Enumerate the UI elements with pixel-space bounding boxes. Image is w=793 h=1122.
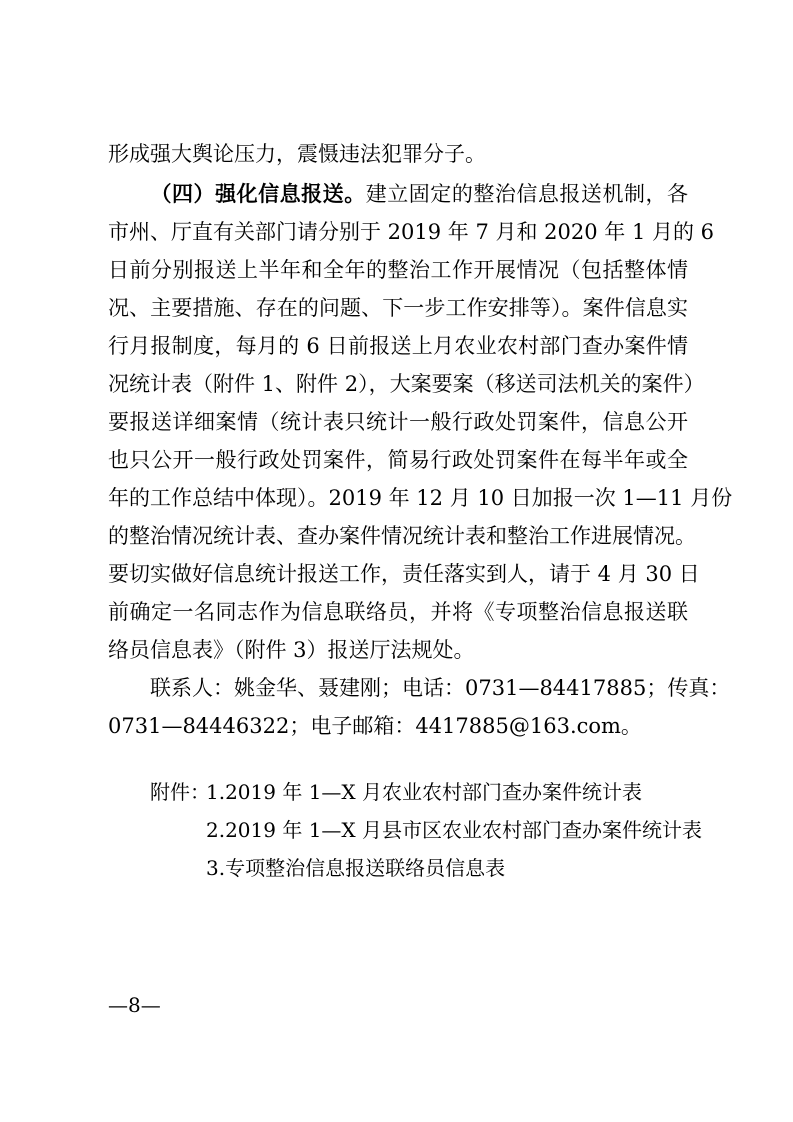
contact-line-2: 0731—84446322；电子邮箱：4417885@163.com。 — [108, 714, 642, 738]
contact-line-1: 联系人：姚金华、聂建刚；电话：0731—84417885；传真： — [108, 676, 731, 700]
body-line-7: 况统计表（附件 1、附件 2），大案要案（移送司法机关的案件） — [108, 372, 705, 396]
body-line-8: 要报送详细案情（统计表只统计一般行政处罚案件，信息公开 — [108, 410, 688, 434]
body-line-9: 也只公开一般行政处罚案件，简易行政处罚案件在每半年或全 — [108, 448, 688, 472]
body-line-6: 行月报制度，每月的 6 日前报送上月农业农村部门查办案件情 — [108, 334, 688, 358]
attachment-item-1: 1.2019 年 1—X 月农业农村部门查办案件统计表 — [206, 780, 643, 804]
body-line-10: 年的工作总结中体现）。2019 年 12 月 10 日加报一次 1—11 月份 — [108, 486, 733, 510]
body-line-12: 要切实做好信息统计报送工作，责任落实到人，请于 4 月 30 日 — [108, 562, 700, 586]
body-line-1: 形成强大舆论压力，震慑违法犯罪分子。 — [108, 142, 486, 166]
attachments-label: 附件： — [150, 780, 210, 804]
body-line-14: 络员信息表》（附件 3）报送厅法规处。 — [108, 638, 475, 662]
body-line-5: 况、主要措施、存在的问题、下一步工作安排等）。案件信息实 — [108, 296, 688, 320]
page-number: —8— — [108, 993, 161, 1017]
body-line-13: 前确定一名同志作为信息联络员，并将《专项整治信息报送联 — [108, 600, 688, 624]
body-line-11: 的整治情况统计表、查办案件情况统计表和整治工作进展情况。 — [108, 524, 696, 548]
body-line-3: 市州、厅直有关部门请分别于 2019 年 7 月和 2020 年 1 月的 6 — [108, 220, 715, 244]
section-heading: （四）强化信息报送。 — [150, 181, 366, 206]
section-heading-line — [108, 180, 688, 208]
body-line-4: 日前分别报送上半年和全年的整治工作开展情况（包括整体情 — [108, 258, 688, 282]
attachment-item-2: 2.2019 年 1—X 月县市区农业农村部门查办案件统计表 — [206, 818, 703, 842]
section-first-line-rest: 建立固定的整治信息报送机制，各 — [365, 182, 689, 206]
attachment-item-3: 3.专项整治信息报送联络员信息表 — [206, 856, 506, 880]
